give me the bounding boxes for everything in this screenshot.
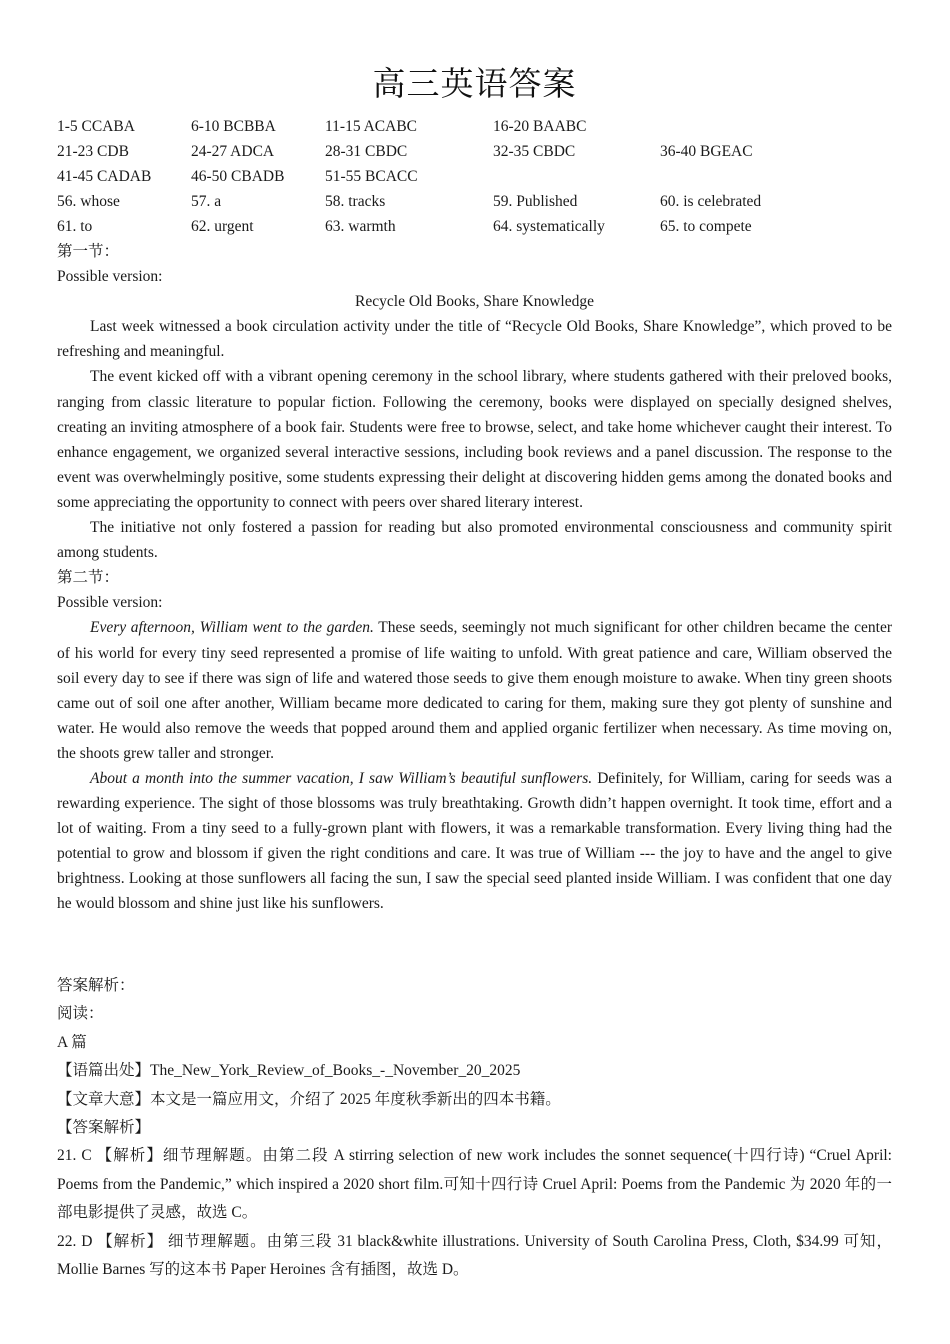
answer-cell: 57. a bbox=[191, 193, 222, 210]
answer-cell: 16-20 BAABC bbox=[493, 118, 587, 135]
answer-cell: 28-31 CBDC bbox=[325, 143, 408, 160]
answer-cell: 24-27 ADCA bbox=[191, 143, 275, 160]
answer-cell: 41-45 CADAB bbox=[57, 168, 152, 185]
answer-row bbox=[57, 189, 892, 214]
answer-cell: 59. Published bbox=[493, 193, 578, 210]
answer-cell: 21-23 CDB bbox=[57, 143, 129, 160]
answer-cell: 46-50 CBADB bbox=[191, 168, 285, 185]
section1-heading: 第一节： bbox=[57, 243, 120, 260]
answer-cell: 51-55 BCACC bbox=[325, 168, 418, 185]
passage-summary: 【文章大意】本文是一篇应用文，介绍了 2025 年度秋季新出的四本书籍。 bbox=[57, 1090, 561, 1108]
question-explanation: 21. C 【解析】细节理解题。由第二段 A stirring selection of new work includes the sonnet sequence(十四行诗) “Cruel April: Poems from the Pandemic,” which inspired a 2020 short film.可知十四行诗 Cruel April: Poems from the Pandemic 为 2020 年的一部电影提供了灵感，故选 C。 bbox=[57, 1147, 892, 1222]
answer-cell: 58. tracks bbox=[325, 193, 386, 210]
answer-cell: 1-5 CCABA bbox=[57, 118, 135, 135]
answer-cell: 56. whose bbox=[57, 193, 120, 210]
story-paragraph bbox=[57, 615, 892, 766]
section2-heading: 第二节： bbox=[57, 569, 120, 587]
essay-paragraph: Last week witnessed a book circulation activity under the title of “Recycle Old Books, Share Knowledge”, which proved to be refreshing and meaningful. bbox=[57, 318, 892, 361]
answer-cell: 60. is celebrated bbox=[660, 193, 762, 210]
reading-heading: 阅读： bbox=[57, 1005, 104, 1023]
question-explanation: 22. D 【解析】 细节理解题。由第三段 31 black&white illustrations. University of South Carolina Press, Cloth, $34.99 可知，Mollie Barnes 写的这本书 Paper Heroines 含有插图，故选 D。 bbox=[57, 1232, 892, 1279]
answer-row bbox=[57, 214, 892, 239]
essay-paragraph: The event kicked off with a vibrant opening ceremony in the school library, where students gathered with their preloved books, ranging from classic literature to popular fiction. Following the ceremony, books were displayed on specially designed shelves, creating an inviting atmosphere of a book fair. Students were free to browse, select, and take home whichever caught their interest. To enhance engagement, we organized several interactive sessions, including book reviews and a panel discussion. The response to the event was overwhelmingly positive, some students expressing their delight at discovering hidden gems among the donated books and some appreciating the opportunity to connect with peers over shared literary interest. bbox=[57, 368, 892, 511]
writing-section bbox=[57, 239, 892, 917]
story-paragraph bbox=[57, 766, 892, 917]
answer-cell: 36-40 BGEAC bbox=[660, 143, 753, 160]
answer-cell: 64. systematically bbox=[493, 218, 605, 235]
section1-label: Possible version: bbox=[57, 268, 163, 286]
answer-cell: 32-35 CBDC bbox=[493, 143, 576, 160]
essay-paragraph: The initiative not only fostered a passion for reading but also promoted environmental consciousness and community spirit among students. bbox=[57, 519, 892, 562]
story-text: Definitely, for William, caring for seeds was a rewarding experience. The sight of those blossoms was truly breathtaking. Growth didn’t happen overnight. It took time, effort and a lot of waiting. From a tiny seed to a fully-grown plant with flowers, it was a remarkable transformation. Every living thing had the potential to grow and blossom if given the right conditions and care. It was true of William --- the joy to have and the angel to give brightness. Looking at those sunflowers all facing the sun, I saw the special seed planted inside William. I was confident that one day he would blossom and shine just like his sunflowers. bbox=[57, 769, 892, 913]
document-title: 高三英语答案 bbox=[372, 64, 577, 103]
story-lead-sentence: About a month into the summer vacation, I saw William’s beautiful sunflowers. bbox=[90, 769, 593, 787]
answer-row bbox=[57, 139, 892, 164]
story-lead-sentence: Every afternoon, William went to the garden. bbox=[90, 619, 374, 637]
section2-label: Possible version: bbox=[57, 594, 163, 612]
answer-cell: 6-10 BCBBA bbox=[191, 118, 276, 135]
answer-cell: 61. to bbox=[57, 218, 93, 235]
passage-source: 【语篇出处】The_New_York_Review_of_Books_-_November_20_2025 bbox=[57, 1062, 521, 1080]
analysis-heading: 答案解析： bbox=[57, 977, 135, 994]
passage-label: A 篇 bbox=[57, 1033, 87, 1051]
essay-title: Recycle Old Books, Share Knowledge bbox=[355, 293, 594, 311]
answer-cell: 65. to compete bbox=[660, 218, 752, 235]
answer-cell: 62. urgent bbox=[191, 218, 254, 235]
answer-cell: 11-15 ACABC bbox=[325, 118, 418, 135]
story-text: These seeds, seemingly not much significant for other children became the center of his world for every tiny seed represented a promise of life waiting to unfold. With great patience and care, William observed the soil every day to see if there was sign of life and watered those seeds to give them enough moisture to awake. When tiny green shoots came out of soil one after another, William became more dedicated to caring for them, making sure they got plenty of sunshine and water. He would also remove the weeds that popped around them and applied organic fertilizer when necessary. As time moving on, the shoots grew taller and stronger. bbox=[57, 619, 892, 762]
answer-cell: 63. warmth bbox=[325, 218, 396, 235]
answer-key-grid bbox=[57, 114, 892, 239]
answer-analysis bbox=[57, 972, 892, 1284]
answer-row bbox=[57, 114, 892, 139]
answer-row bbox=[57, 164, 892, 189]
answers-heading: 【答案解析】 bbox=[57, 1119, 151, 1137]
